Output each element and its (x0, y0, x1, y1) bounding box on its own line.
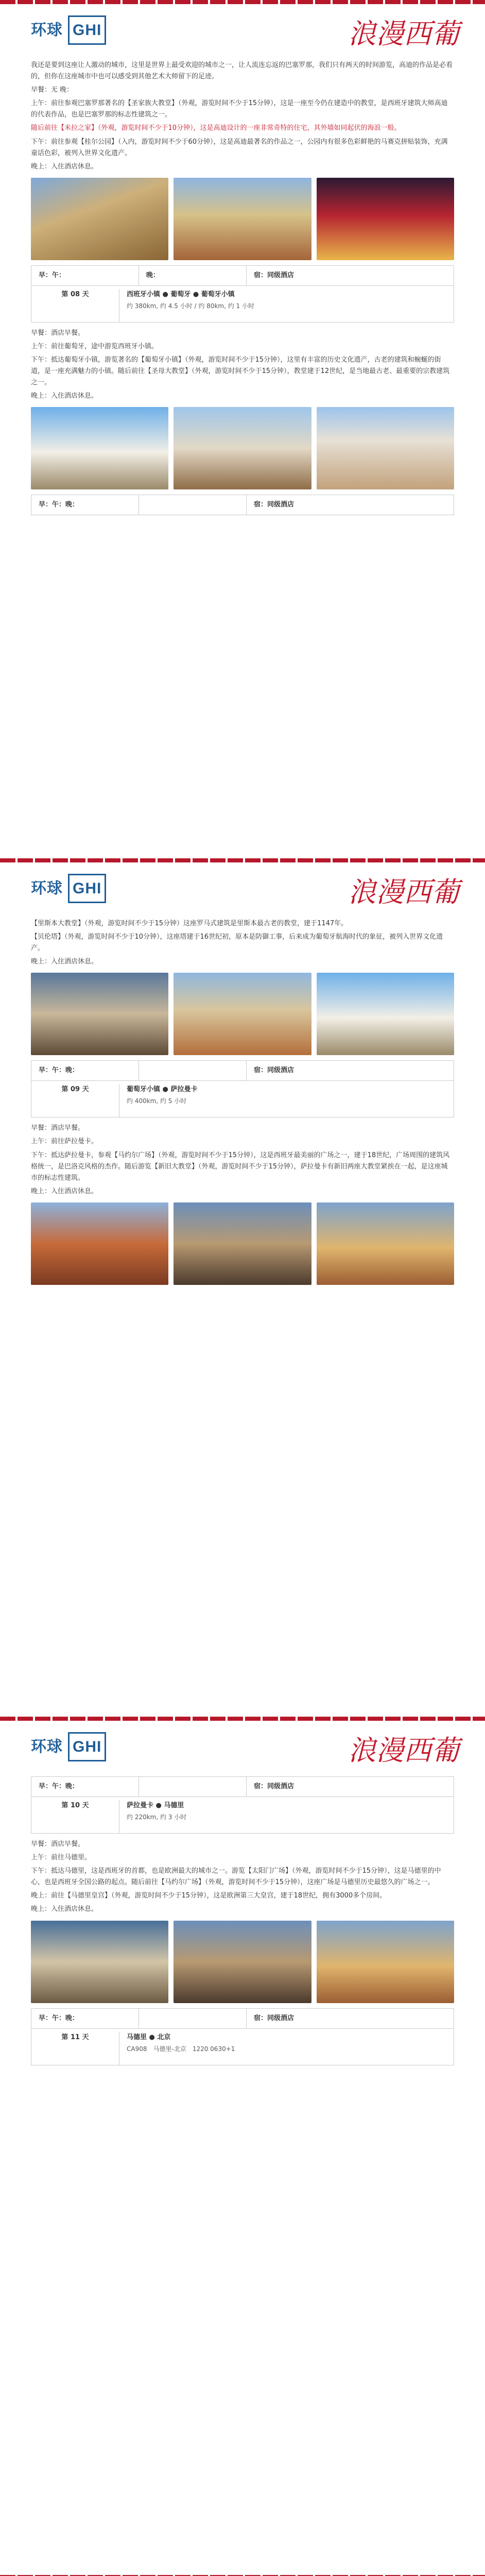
brand-logo: 环球 GHI (31, 15, 106, 45)
day10-p1: 早餐：酒店早餐。 (31, 1840, 85, 1848)
day-route: 西班牙小镇 ● 葡萄牙 ● 葡萄牙小镇 约 380km, 约 4.5 小时 / 约 80km, 约 1 小时 (119, 289, 454, 322)
meal-hotel: 宿：同级酒店 (254, 1066, 295, 1075)
flight-line: CA908 马德里-北京 1220 0630+1 (127, 2045, 235, 2053)
photo-town (31, 407, 168, 489)
photo-skyline (317, 1202, 454, 1285)
day8-p1: 早餐：酒店早餐。 (31, 329, 85, 337)
meal-table (31, 1776, 454, 1797)
day-route-sub: 约 380km, 约 4.5 小时 / 约 80km, 约 1 小时 (127, 302, 254, 310)
evening-paragraph: 晚上：入住酒店休息。 (31, 162, 98, 171)
day10-p4: 晚上：前往【马德里皇宫】（外观，游览时间不少于15分钟），这是欧洲第三大皇宫，建于18世纪，拥有3000多个房间。 (31, 1892, 387, 1900)
day-route-sub: 约 400km, 约 5 小时 (127, 1097, 187, 1105)
photo-tower (31, 973, 168, 1055)
day-route-sub: 约 220km, 约 3 小时 (127, 1814, 187, 1821)
day9-p1: 早餐：酒店早餐。 (31, 1124, 85, 1132)
photo-plaza (174, 1202, 311, 1285)
day8-p2: 上午：前往葡萄牙，途中游览西班牙小镇。 (31, 342, 159, 350)
meal-line-2: 早：午：晚： (31, 495, 139, 515)
meal-line-2: 早：午：晚： (31, 2009, 139, 2028)
day-route: 葡萄牙小镇 ● 萨拉曼卡 约 400km, 约 5 小时 (119, 1084, 454, 1117)
photo-palace (31, 1921, 168, 2003)
page-1 (0, 0, 485, 858)
photo-plaza-mayor (317, 1921, 454, 2003)
photo-row-2 (31, 1202, 454, 1285)
photo-row-2 (31, 407, 454, 489)
morning-paragraph: 上午：前往参观巴塞罗那著名的【圣家族大教堂】（外观，游览时间不少于15分钟），这是一座至今仍在建造中的教堂，是西班牙建筑大师高迪的代表作品，也是巴塞罗那的标志性建筑之一。 (31, 99, 448, 119)
meal-blank (139, 1777, 247, 1797)
day-route: 马德里 ● 北京 CA908 马德里-北京 1220 0630+1 (119, 2032, 454, 2065)
meal-hotel-2: 宿：同级酒店 (254, 501, 295, 509)
meal-breakfast: 早：午： (31, 266, 139, 285)
banner (0, 1721, 485, 1768)
meal-hotel: 宿：同级酒店 (254, 271, 295, 279)
meal-blank (139, 1061, 247, 1080)
brand-script: 浪漫西葡 (348, 876, 459, 908)
page-2 (0, 858, 485, 1717)
afternoon-paragraph: 下午：前往参观【桂尔公园】（入内，游览时间不少于60分钟），这是高迪最著名的作品之一，公园内有很多色彩鲜艳的马赛克拼贴装饰，充满童话色彩，被列入世界文化遗产。 (31, 138, 448, 157)
photo-fountain (174, 1921, 311, 2003)
day-route: 萨拉曼卡 ● 马德里 约 220km, 约 3 小时 (119, 1800, 454, 1833)
photo-alley (174, 973, 311, 1055)
meal-hotel-2: 宿：同级酒店 (254, 2014, 295, 2022)
day-number: 第 08 天 (31, 289, 119, 322)
brand-logo: 环球 GHI (31, 1732, 106, 1761)
day9-p4: 晚上：入住酒店休息。 (31, 1187, 98, 1195)
meal-line: 早：午：晚： (31, 1061, 139, 1080)
meal-line: 早餐：无 晚： (31, 86, 74, 94)
intro-paragraph: 我还是要到这座让人激动的城市，这里是世界上最受欢迎的城市之一，让人流连忘返的巴塞罗那，我们只有两天的时间游览，高迪的作品是必看的，但你在这座城市中也可以感受到其他艺术大师留下的足迹。 (31, 61, 453, 81)
day8-p4: 晚上：入住酒店休息。 (31, 392, 98, 400)
meal-line: 早：午：晚： (31, 1777, 139, 1797)
meal-dinner: 晚： (139, 266, 247, 285)
photo-roofs (31, 1202, 168, 1285)
photo-row (31, 178, 454, 260)
brand-logo: 环球 GHI (31, 874, 106, 903)
day9-p3: 下午：抵达萨拉曼卡，参观【马约尔广场】（外观，游览时间不少于15分钟），这是西班牙最美丽的广场之一，建于18世纪，广场周围的建筑风格统一，是巴洛克风格的杰作。随后游览【新旧大教堂】（外观，游览时间不少于15分钟），萨拉曼卡有新旧两座大教堂紧挨在一起，是这座城市的标志性建筑。 (31, 1151, 450, 1182)
meal-table-2 (31, 495, 454, 515)
p2-para-3: 晚上：入住酒店休息。 (31, 958, 98, 966)
meal-blank-2 (139, 2009, 247, 2028)
p2-para-1: 【里斯本大教堂】（外观，游览时间不少于15分钟）这座罗马式建筑是里斯本最古老的教堂，建于1147年。 (31, 920, 348, 927)
day-number: 第 09 天 (31, 1084, 119, 1117)
meal-table (31, 265, 454, 286)
photo-cathedral (31, 178, 168, 260)
photo-city (174, 178, 311, 260)
banner (0, 4, 485, 52)
meal-table (31, 1060, 454, 1081)
page-3 (0, 1717, 485, 2575)
brand-script: 浪漫西葡 (348, 18, 459, 50)
meal-table-2 (31, 2008, 454, 2029)
day8-p3: 下午：抵达葡萄牙小镇，游览著名的【葡萄牙小镇】（外观，游览时间不少于15分钟），这里有丰富的历史文化遗产，古老的建筑和蜿蜒的街道，是一座充满魅力的小镇。随后前往【圣母大教堂】（外观，游览时间不少于15分钟），教堂建于12世纪，是当地最古老、最重要的宗教建筑之一。 (31, 356, 450, 387)
p2-para-2: 【贝伦塔】（外观，游览时间不少于10分钟），这座塔建于16世纪初，原本是防御工事，后来成为葡萄牙航海时代的象征，被列入世界文化遗产。 (31, 933, 443, 953)
banner-stripe (0, 1717, 485, 1721)
meal-blank (139, 495, 247, 515)
day10-p2: 上午：前往马德里。 (31, 1854, 92, 1862)
banner (0, 862, 485, 910)
photo-monastery (317, 973, 454, 1055)
day9-p2: 上午：前往萨拉曼卡。 (31, 1138, 98, 1146)
banner-stripe (0, 858, 485, 862)
photo-row (31, 1921, 454, 2003)
banner-stripe (0, 0, 485, 4)
photo-street (174, 407, 311, 489)
brand-script: 浪漫西葡 (348, 1734, 459, 1767)
day10-p3: 下午：抵达马德里，这是西班牙的首都，也是欧洲最大的城市之一。游览【太阳门广场】（外观，游览时间不少于15分钟），这是马德里的中心，也是西班牙全国公路的起点。随后前往【马约尔广场】（外观，游览时间不少于15分钟），这座广场是马德里历史最悠久的广场之一。 (31, 1867, 441, 1887)
highlight-paragraph: 随后前往【米拉之家】（外观，游览时间不少于10分钟），这是高迪设计的一座非常奇特的住宅，其外墙如同起伏的海浪一般。 (31, 124, 401, 132)
meal-hotel: 宿：同级酒店 (254, 1783, 295, 1790)
photo-square (317, 407, 454, 489)
day-row-10 (31, 1797, 454, 1834)
day-number: 第 11 天 (31, 2032, 119, 2065)
photo-flamenco (317, 178, 454, 260)
day-row-09 (31, 1081, 454, 1117)
day-number: 第 10 天 (31, 1800, 119, 1833)
day-row-08 (31, 286, 454, 323)
day-row-11 (31, 2029, 454, 2065)
day10-p5: 晚上：入住酒店休息。 (31, 1905, 98, 1913)
photo-row (31, 973, 454, 1055)
